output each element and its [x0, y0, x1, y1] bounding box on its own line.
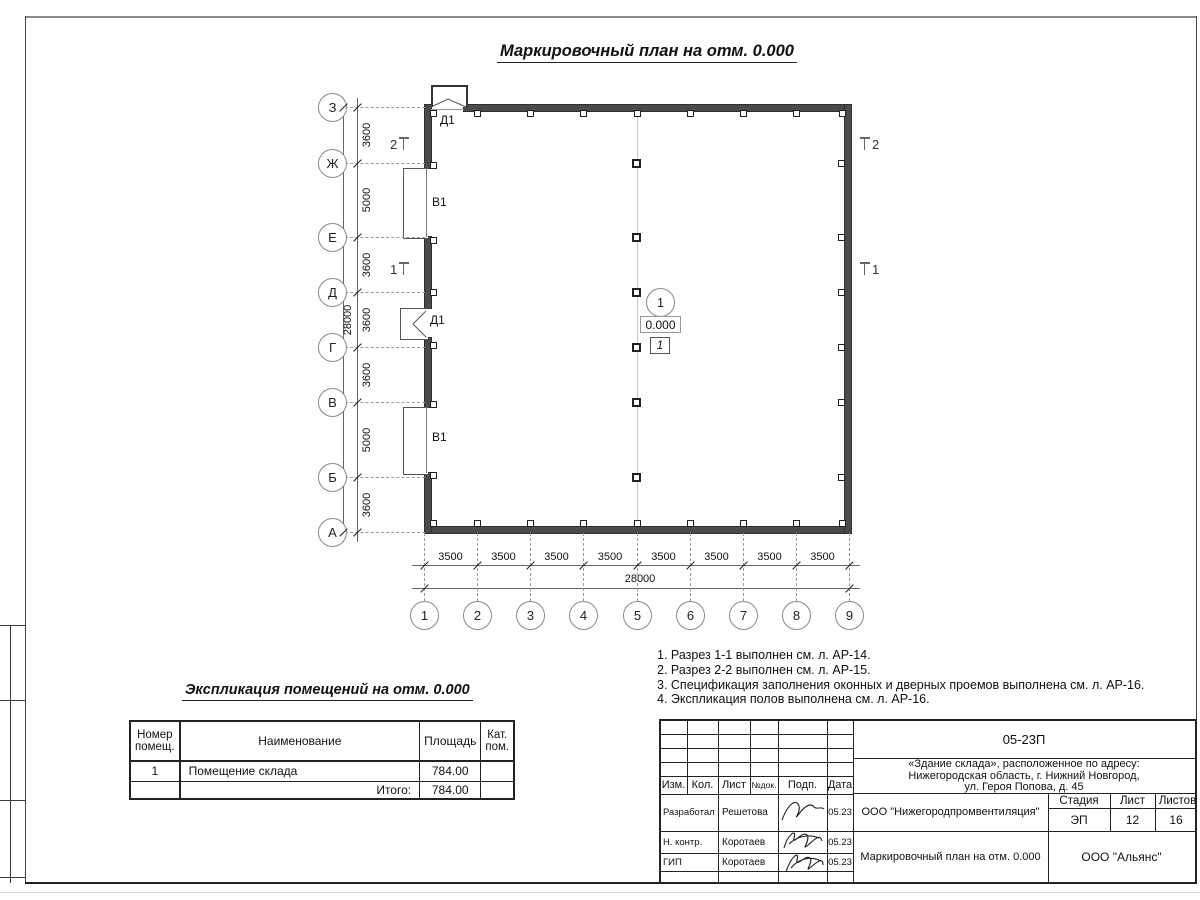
- window-label-2: В1: [432, 430, 447, 444]
- paper-edge-line: [0, 892, 1200, 893]
- explication-title: Экспликация помещений на отм. 0.000: [182, 682, 473, 701]
- project-line: ул. Героя Попова, д. 45: [964, 781, 1084, 793]
- section-cut-icon: [860, 262, 870, 275]
- wall-pilaster: [838, 160, 845, 167]
- section-number: 1: [390, 262, 398, 277]
- dim-label-bottom: 3500: [704, 551, 729, 563]
- wall-pilaster: [687, 110, 694, 117]
- stage-value: ЭП: [1070, 812, 1088, 827]
- sheet-name: Маркировочный план на отм. 0.000: [860, 851, 1041, 863]
- note-line: 1. Разрез 1-1 выполнен см. л. АР-14.: [657, 648, 871, 662]
- axis-bubble-left: В: [318, 388, 347, 417]
- stamp-date: 05.23: [828, 807, 852, 818]
- elevation-value: 0.000: [645, 317, 676, 332]
- door-leaf-icon: [395, 80, 475, 350]
- stamp-name: Решетова: [722, 807, 768, 818]
- dim-total-bottom: 28000: [624, 573, 656, 585]
- axis-bubble-bottom: 1: [410, 601, 439, 630]
- attr-strip-line: [0, 625, 25, 626]
- sheet-label: Лист: [1120, 794, 1145, 807]
- stamp-header-kol: Кол.: [691, 779, 714, 791]
- stamp-role: ГИП: [663, 856, 682, 868]
- wall-pilaster: [634, 110, 641, 117]
- wall-pilaster: [838, 289, 845, 296]
- stamp-header-data: Дата: [827, 779, 853, 791]
- stamp-date: 05.23: [828, 836, 852, 848]
- floor-type-value: 1: [656, 339, 664, 352]
- cell-total-value: 784.00: [420, 781, 481, 799]
- column-marker: [632, 343, 641, 352]
- wall-pilaster: [740, 520, 747, 527]
- axis-bubble-bottom: 8: [782, 601, 811, 630]
- cell-empty: [130, 781, 180, 799]
- section-number: 2: [390, 137, 398, 152]
- wall-pilaster: [430, 110, 437, 117]
- sheets-label: Листов: [1158, 794, 1197, 807]
- dim-label-bottom: 3500: [491, 551, 516, 563]
- table-row: [130, 761, 514, 781]
- axis-bubble-left: Ж: [318, 149, 347, 178]
- cell-total-label: Итого:: [180, 781, 420, 799]
- room-number-bubble: [646, 288, 675, 317]
- cell-room-name: Помещение склада: [180, 761, 420, 781]
- dim-label-left: 5000: [361, 187, 373, 213]
- wall-pilaster: [838, 399, 845, 406]
- wall-pilaster: [838, 234, 845, 241]
- elevation-box: [640, 316, 681, 333]
- attr-strip-line: [0, 877, 25, 878]
- dim-label-left: 3600: [361, 252, 373, 277]
- dim-label-bottom: 3500: [651, 551, 676, 563]
- axis-line-bottom: [743, 533, 744, 601]
- dim-label-left: 3600: [361, 492, 373, 517]
- note-line: 4. Экспликация полов выполнена см. л. АР-16.: [657, 692, 930, 707]
- project-name: [853, 759, 1195, 793]
- axis-bubble-bottom: 7: [729, 601, 758, 630]
- cell-empty: [481, 781, 514, 799]
- sheet-value: 12: [1125, 812, 1140, 827]
- stamp-line: [660, 734, 853, 735]
- wall-pilaster: [474, 110, 481, 117]
- wall-pilaster: [838, 474, 845, 481]
- axis-line-bottom: [796, 533, 797, 601]
- wall-pilaster: [580, 520, 587, 527]
- window-bay-2: [403, 407, 428, 475]
- axis-bubble-left: Б: [318, 463, 347, 492]
- section-cut-icon: [399, 137, 409, 150]
- doc-number: 05-23П: [1002, 731, 1046, 747]
- dim-line-bottom-total: [412, 588, 860, 589]
- stamp-header-ndok: №док.: [751, 780, 777, 790]
- column-marker: [632, 473, 641, 482]
- section-marker-2-left: [390, 137, 409, 152]
- wall-pilaster: [839, 110, 846, 117]
- wall-pilaster: [793, 520, 800, 527]
- wall-pilaster: [838, 344, 845, 351]
- section-cut-icon: [399, 262, 409, 275]
- cell-room-area: 784.00: [420, 761, 481, 781]
- axis-line-bottom: [477, 533, 478, 601]
- section-marker-1-left: [390, 262, 409, 277]
- axis-line-bottom: [530, 533, 531, 601]
- wall-pilaster: [430, 520, 437, 527]
- stamp-line: [660, 762, 853, 763]
- frame-top-line: [25, 16, 1197, 18]
- section-number: 2: [872, 137, 880, 152]
- axis-bubble-bottom: 5: [623, 601, 652, 630]
- axis-line-bottom: [583, 533, 584, 601]
- axis-bubble-left: Е: [318, 223, 347, 252]
- note-line: 2. Разрез 2-2 выполнен см. л. АР-15.: [657, 662, 871, 677]
- project-line: «Здание склада», расположенное по адресу:: [908, 758, 1140, 770]
- axis-bubble-bottom: 2: [463, 601, 492, 630]
- dim-label-bottom: 3500: [597, 551, 623, 563]
- wall-pilaster: [527, 520, 534, 527]
- dim-label-bottom: 3500: [544, 551, 569, 563]
- cell-room-cat: [481, 761, 514, 781]
- col-header: Номер помещ.: [130, 721, 180, 761]
- stamp-date: 05.23: [828, 856, 852, 868]
- axis-bubble-bottom: 9: [835, 601, 864, 630]
- wall-pilaster: [430, 289, 437, 296]
- dim-label-bottom: 3500: [810, 551, 835, 563]
- axis-bubble-bottom: 4: [569, 601, 598, 630]
- stamp-name: Коротаев: [722, 856, 766, 868]
- stage-label: Стадия: [1059, 794, 1099, 807]
- company-name: ООО "Альянс": [1081, 850, 1162, 864]
- plan-title: Маркировочный план на отм. 0.000: [497, 42, 797, 63]
- wall-pilaster: [634, 520, 641, 527]
- notes-block: [657, 648, 1197, 707]
- column-marker: [632, 233, 641, 242]
- axis-line-bottom: [849, 533, 850, 601]
- axis-bubble-left: Г: [318, 333, 347, 362]
- axis-line-bottom: [424, 533, 425, 601]
- axis-bubble-bottom: 6: [676, 601, 705, 630]
- wall-pilaster: [740, 110, 747, 117]
- floor-type-box: [650, 337, 670, 354]
- room-number: 1: [656, 295, 665, 310]
- stamp-header-podp: Подп.: [787, 779, 818, 791]
- wall-pilaster: [430, 162, 437, 169]
- column-marker: [632, 398, 641, 407]
- cell-room-number: 1: [130, 761, 180, 781]
- section-marker-1-right: [860, 262, 879, 277]
- axis-bubble-bottom: 3: [516, 601, 545, 630]
- org-name: ООО "Нижегородпромвентиляция": [861, 806, 1040, 818]
- door-label-top: Д1: [440, 113, 455, 127]
- axis-bubble-left: З: [318, 93, 347, 122]
- attr-strip-line: [0, 800, 25, 801]
- column-marker: [632, 159, 641, 168]
- stamp-name: Коротаев: [722, 836, 766, 848]
- wall-pilaster: [839, 520, 846, 527]
- axis-line-bottom: [690, 533, 691, 601]
- wall-pilaster: [430, 401, 437, 408]
- door-label-mid: Д1: [430, 313, 445, 327]
- wall-pilaster: [430, 342, 437, 349]
- dim-label-bottom: 3500: [757, 551, 782, 563]
- dim-label-left: 3600: [361, 307, 373, 332]
- wall-bottom: [425, 527, 851, 533]
- stamp-header-izm: Изм.: [661, 779, 686, 791]
- wall-pilaster: [793, 110, 800, 117]
- table-total-row: [130, 781, 514, 799]
- dim-label-left: 3600: [361, 362, 373, 387]
- stamp-line: [718, 720, 719, 883]
- wall-pilaster: [430, 237, 437, 244]
- project-line: Нижегородская область, г. Нижний Новгород,: [908, 769, 1140, 782]
- explication-table: [129, 720, 515, 800]
- attr-strip-divider: [10, 625, 11, 883]
- col-header: Кат. пом.: [481, 721, 514, 761]
- attr-strip-line: [0, 700, 25, 701]
- axis-bubble-left: А: [318, 518, 347, 547]
- note-line: 3. Спецификация заполнения оконных и дверных проемов выполнена см. л. АР-16.: [657, 677, 1145, 692]
- axis-bubble-left: Д: [318, 278, 347, 307]
- wall-pilaster: [527, 110, 534, 117]
- frame-left-line: [25, 16, 26, 883]
- sheets-value: 16: [1169, 812, 1183, 827]
- stamp-line: [660, 748, 853, 749]
- dim-label-bottom: 3500: [438, 551, 463, 563]
- signature-icon: [779, 794, 827, 882]
- plan-title-wrap: [497, 42, 797, 61]
- wall-pilaster: [580, 110, 587, 117]
- col-header: Площадь: [420, 721, 481, 761]
- section-cut-icon: [860, 137, 870, 150]
- stamp-header-list: Лист: [722, 779, 746, 791]
- dim-label-left: 5000: [361, 427, 373, 452]
- stamp-role: Н. контр.: [663, 836, 703, 848]
- table-header-row: [130, 721, 514, 761]
- wall-pilaster: [430, 472, 437, 479]
- explication-title-wrap: [182, 681, 473, 699]
- dim-label-left: 3600: [361, 122, 373, 148]
- column-marker: [632, 288, 641, 297]
- axis-line-bottom: [637, 533, 638, 601]
- window-glazing-2: [426, 407, 427, 473]
- window-label-1: В1: [432, 195, 447, 209]
- section-number: 1: [872, 262, 880, 277]
- wall-pilaster: [687, 520, 694, 527]
- axis5-line: [637, 111, 638, 527]
- section-marker-2-right: [860, 137, 879, 152]
- stamp-role: Разработал: [663, 807, 715, 818]
- wall-pilaster: [474, 520, 481, 527]
- col-header: Наименование: [180, 721, 420, 761]
- dim-total-left: 28000: [342, 304, 354, 336]
- wall-right: [845, 105, 851, 533]
